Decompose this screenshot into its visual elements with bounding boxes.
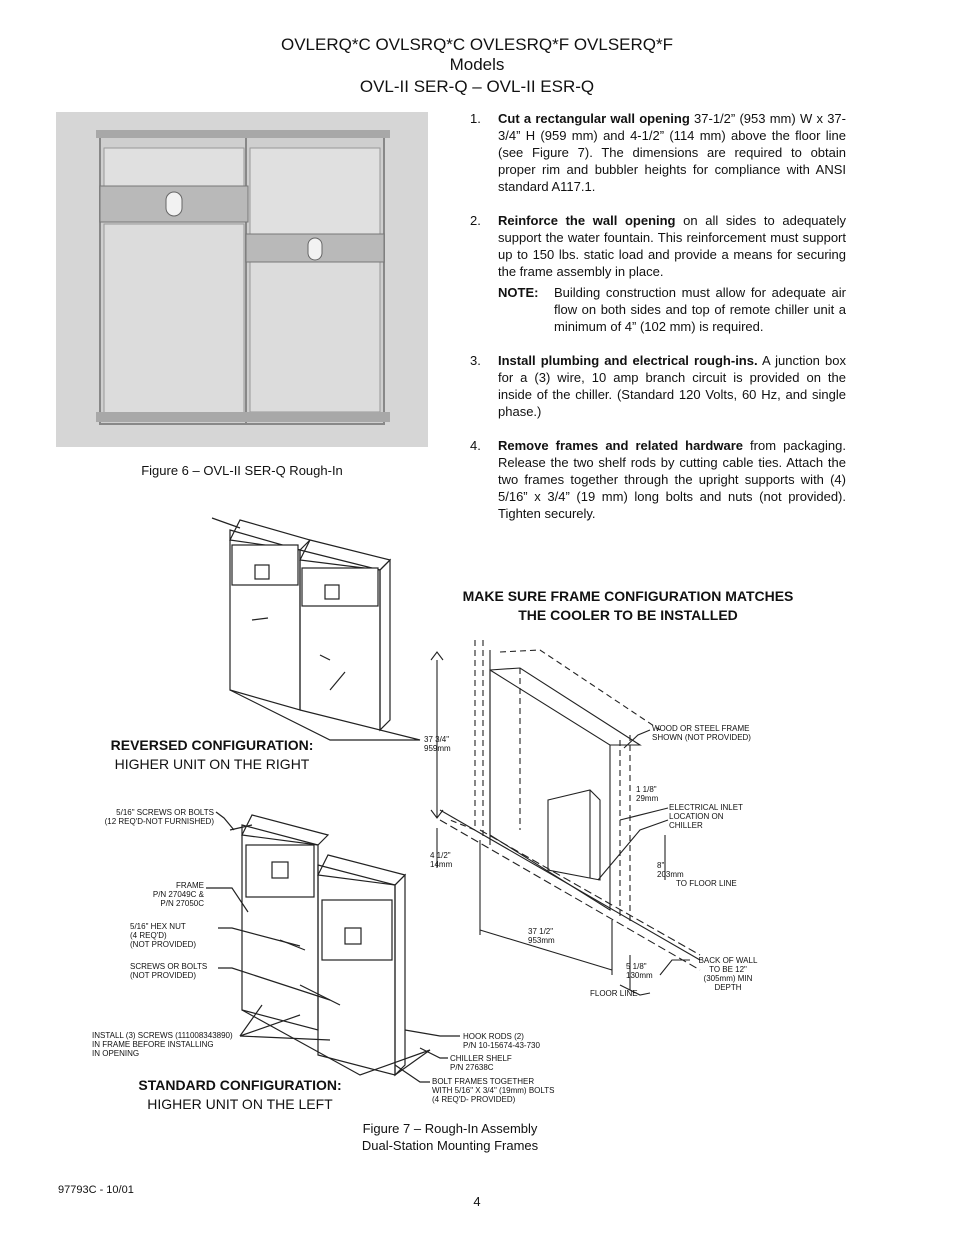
models-line: OVLERQ*C OVLSRQ*C OVLESRQ*F OVLSERQ*F (280, 35, 674, 54)
note-text: Building construction must allow for adequate air flow on both sides and top of remote chiller unit a minimum of 4” (102 mm) is required. (554, 285, 846, 334)
warning-line-1: MAKE SURE FRAME CONFIGURATION MATCHES (462, 588, 794, 604)
dim-eight: 8" 203mm (657, 861, 684, 879)
standard-config-title: STANDARD CONFIGURATION: (138, 1077, 342, 1093)
step-number: 2. (470, 213, 481, 228)
callout-frame: FRAME P/N 27049C & P/N 27050C (152, 881, 204, 908)
step-heading: Cut a rectangular wall opening (498, 111, 690, 126)
callout-hook-rods: HOOK RODS (2) P/N 10-15674-43-730 (463, 1032, 540, 1050)
dim-one-eighth: 1 1/8" 29mm (636, 785, 659, 803)
step-heading: Install plumbing and electrical rough-ins. (498, 353, 758, 368)
dim-five-eighth: 5 1/8" 130mm (626, 962, 653, 980)
figure7-caption-2: Dual-Station Mounting Frames (361, 1138, 539, 1153)
page-number: 4 (473, 1194, 481, 1209)
callout-screws: 5/16" SCREWS OR BOLTS (12 REQ'D-NOT FURNISHED) (104, 808, 214, 826)
standard-config-sub: HIGHER UNIT ON THE LEFT (147, 1096, 333, 1112)
figure7-caption-1: Figure 7 – Rough-In Assembly (362, 1121, 538, 1136)
step-text: from packaging. Release the two shelf rods by cutting cable ties. Attach the two frames together through the upright supports with (4) 5/16” x 3/4” (19 mm) long bolts and nuts (not provided). Tighten securely. (498, 438, 846, 521)
callout-electrical-inlet: ELECTRICAL INLET LOCATION ON CHILLER (669, 803, 743, 830)
figure6-caption: Figure 6 – OVL-II SER-Q Rough-In (141, 463, 343, 478)
label-to-floor-line: TO FLOOR LINE (676, 879, 737, 888)
step-text: A junction box for a (3) wire, 10 amp branch circuit is provided on the inside of the chiller. (Standard 120 Volts, 60 Hz, and single phase.) (498, 353, 846, 419)
reversed-config-label (90, 736, 334, 774)
step-text: 37-1/2” (953 mm) W x 37-3/4” H (959 mm) and 4-1/2” (114 mm) above the floor line (see Figure 7). The dimensions are required to obtain proper rim and bubbler heights for compliance with ANSI standard A117.1. (498, 111, 846, 194)
callout-bolt-frames: BOLT FRAMES TOGETHER WITH 5/16" X 3/4" (19mm) BOLTS (4 REQ'D- PROVIDED) (432, 1077, 555, 1104)
callout-back-of-wall: BACK OF WALL TO BE 12" (305mm) MIN DEPTH (698, 956, 758, 992)
step-heading: Reinforce the wall opening (498, 213, 676, 228)
reversed-config-sub: HIGHER UNIT ON THE RIGHT (114, 756, 310, 772)
series-title: OVL-II SER-Q – OVL-II ESR-Q (359, 77, 595, 96)
callout-hex-nut: 5/16" HEX NUT (4 REQ'D) (NOT PROVIDED) (130, 922, 197, 949)
label-floor-line: FLOOR LINE (590, 989, 638, 998)
dim-four-half: 4 1/2" 14mm (430, 851, 453, 869)
step-number: 3. (470, 353, 481, 368)
step-text: on all sides to adequately support the water fountain. This reinforcement must support up to 150 lbs. static load and provide a means for securing the frame assembly in place. (498, 213, 846, 279)
reversed-config-title: REVERSED CONFIGURATION: (110, 737, 314, 753)
standard-config-label (118, 1076, 362, 1114)
warning-line-2: THE COOLER TO BE INSTALLED (518, 607, 738, 623)
step-number: 4. (470, 438, 481, 453)
callout-chiller-shelf: CHILLER SHELF P/N 27638C (450, 1054, 512, 1072)
callout-wood-frame: WOOD OR STEEL FRAME SHOWN (NOT PROVIDED) (652, 724, 751, 742)
models-label: Models (449, 55, 505, 74)
step-heading: Remove frames and related hardware (498, 438, 743, 453)
dim-width: 37 1/2" 953mm (528, 927, 555, 945)
callout-screws-bolts: SCREWS OR BOLTS (NOT PROVIDED) (130, 962, 208, 980)
doc-number: 97793C - 10/01 (58, 1184, 134, 1196)
callout-install-screws: INSTALL (3) SCREWS (111008343890) IN FRAME BEFORE INSTALLING IN OPENING (92, 1031, 233, 1058)
step-number: 1. (470, 111, 481, 126)
dim-height: 37 3/4" 959mm (424, 735, 451, 753)
note-label: NOTE: (498, 285, 539, 300)
